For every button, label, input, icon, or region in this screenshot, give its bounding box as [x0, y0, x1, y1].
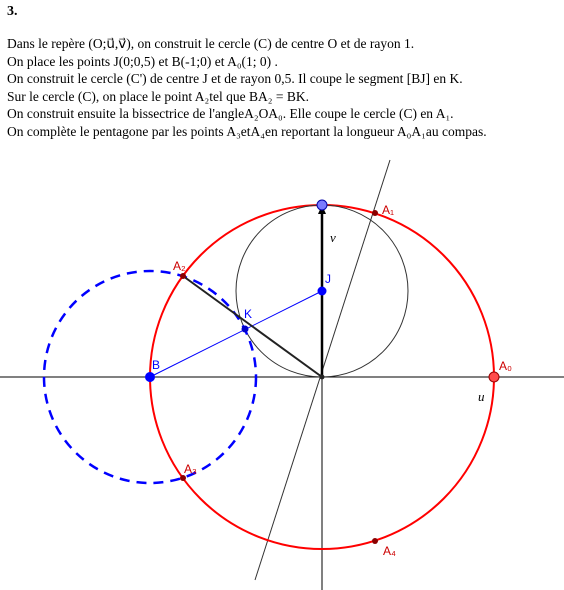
- point-k[interactable]: [242, 326, 249, 333]
- geometry-figure: [0, 150, 564, 590]
- label-vector-u: u⃗: [478, 389, 495, 404]
- instruction-line-2: On place les points J(0;0,5) et B(-1;0) et A₀(1; 0) .: [7, 53, 278, 69]
- point-a0[interactable]: [489, 372, 499, 382]
- label-a0: A₀: [499, 359, 512, 373]
- label-a3: A₃: [184, 462, 197, 476]
- instruction-line-3: On construit le cercle (C') de centre J et de rayon 0,5. Il coupe le segment [BJ] en K.: [7, 71, 463, 86]
- point-top[interactable]: [317, 200, 327, 210]
- label-a4: A₄: [383, 544, 396, 558]
- label-k: K: [244, 307, 253, 321]
- label-vector-v: v⃗: [330, 230, 346, 245]
- point-j[interactable]: [318, 287, 327, 296]
- point-o: [320, 375, 325, 380]
- label-j: J: [325, 272, 331, 286]
- label-a1: A₁: [382, 203, 395, 217]
- segment-o-a2: [183, 276, 322, 377]
- instruction-line-1: Dans le repère (O;u⃗,v⃗), on construit le cercle (C) de centre O et de rayon 1.: [7, 36, 415, 51]
- segment-bj: [150, 291, 322, 377]
- point-a2[interactable]: [180, 273, 186, 279]
- instruction-line-6: On complète le pentagone par les points A₃etA₄en reportant la longueur A₀A₁au compas.: [7, 123, 487, 139]
- exercise-number: 3.: [7, 4, 18, 19]
- point-a4[interactable]: [372, 538, 378, 544]
- point-a1[interactable]: [372, 210, 378, 216]
- label-a2: A₂: [173, 259, 186, 273]
- point-b[interactable]: [145, 372, 155, 382]
- instruction-line-4: Sur le cercle (C), on place le point A₂tel que BA₂ = BK.: [7, 88, 309, 104]
- label-b: B: [152, 358, 161, 372]
- instructions: [7, 35, 559, 140]
- instruction-line-5: On construit ensuite la bissectrice de l'angleA₂OA₀. Elle coupe le cercle (C) en A₁.: [7, 106, 454, 121]
